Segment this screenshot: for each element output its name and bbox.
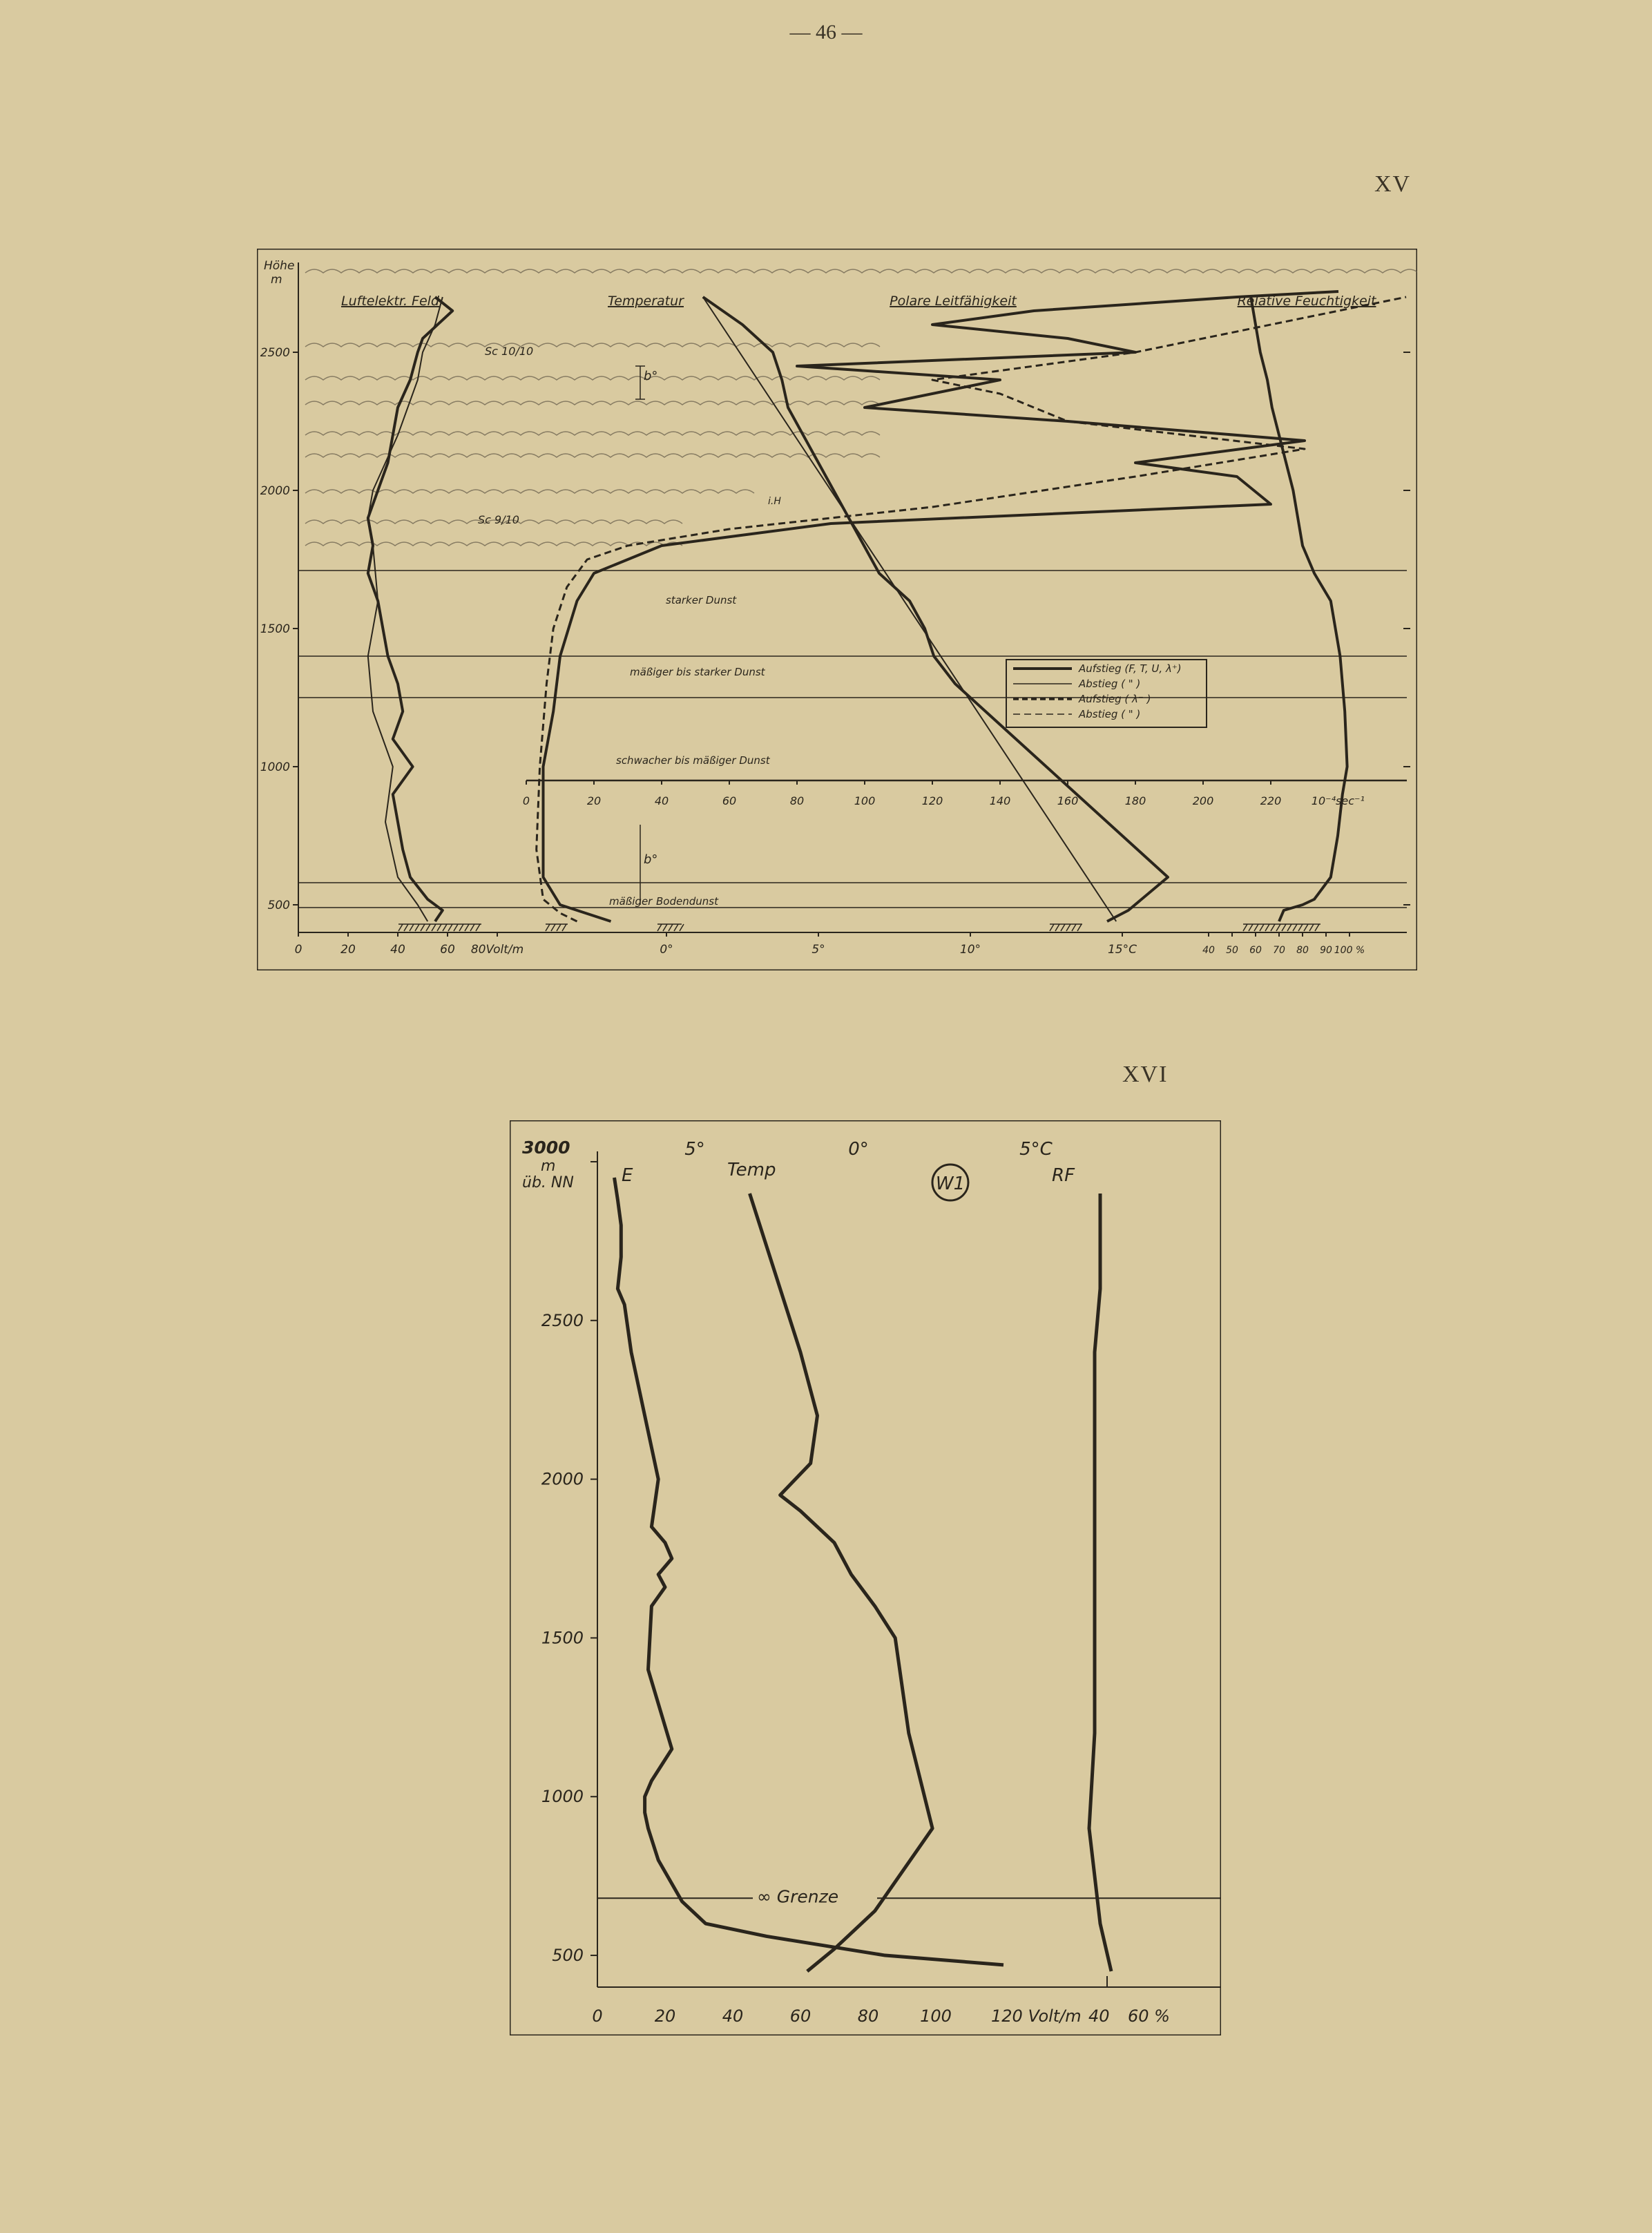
figure-xv-label: XV [1374,171,1412,197]
ground-hatch [669,924,673,931]
ground-hatch [546,924,550,931]
panel-title-polare-leitf-higkeit: Polare Leitfähigkeit [890,294,1017,309]
panel-title-temperatur: Temperatur [608,294,684,309]
ground-hatch [1055,924,1059,931]
y-tick-label: 1000 [260,760,290,774]
temp-tick-label: 0° [848,1139,869,1160]
legend [1006,660,1207,727]
temp-tick-label: 15°C [1107,943,1137,957]
series-humidity-5 [1251,297,1347,921]
chart-xv [257,249,1417,970]
series-field-0 [368,297,452,921]
ground-hatch [421,924,425,931]
series-temperature-2 [703,297,1168,921]
x-tick-label: 120 Volt/m [991,2006,1082,2026]
y-title-unit: m [541,1158,556,1175]
x-tick-label: 20 [654,2006,676,2026]
ground-hatch [657,924,662,931]
ground-hatch [562,924,566,931]
ground-hatch [674,924,678,931]
ground-hatch [454,924,458,931]
hum-tick-label: 100 % [1334,945,1365,956]
cond-tick-label: 0 [522,794,530,807]
ground-hatch [1050,924,1054,931]
x-tick-label: 0 [592,2006,603,2026]
y-title-height: 3000 [522,1138,570,1158]
annotation-bodendunst: Bodendunst [656,895,718,908]
ground-hatch [1309,924,1314,931]
ground-hatch [557,924,561,931]
temp-tick-label: 5° [684,1139,705,1160]
hum-tick-label: 90 [1320,945,1332,956]
series-conductivity-4 [537,297,1406,921]
ground-hatch [426,924,430,931]
series-label-temp: Temp [727,1160,776,1180]
ground-hatch [1066,924,1070,931]
y-tick-label: 1000 [541,1787,584,1807]
x-tick-label: 60 [440,943,455,957]
legend-label: Aufstieg (F, T, U, λ⁺) [1079,662,1182,675]
x-tick-label: 80Volt/m [470,943,524,957]
cond-tick-label: 220 [1260,794,1282,807]
ground-hatch [1271,924,1275,931]
x-tick-label: 40 [722,2006,744,2026]
cond-tick-label: 140 [989,794,1011,807]
cloud-outline [305,343,880,347]
ground-hatch [398,924,403,931]
ground-hatch [1254,924,1258,931]
series-rf [1089,1194,1111,1971]
y-tick-label: 2000 [541,1469,584,1489]
ground-hatch [459,924,463,931]
ground-hatch [1315,924,1319,931]
cond-tick-label: 200 [1192,794,1214,807]
annotation-m-iger: mäßiger [609,895,653,908]
x-tick-label: 0 [294,943,302,957]
chart-xvi [510,1120,1221,2035]
annotation-starker-dunst: starker Dunst [666,594,737,606]
temp-tick-label: 5°C [1019,1139,1053,1160]
cond-unit: 10⁻⁴sec⁻¹ [1311,794,1365,807]
annotation-b: b° [644,852,658,867]
ground-hatch [448,924,452,931]
cond-tick-label: 180 [1124,794,1146,807]
ground-hatch [404,924,408,931]
cloud-outline [305,542,682,546]
ground-hatch [443,924,447,931]
panel-title-relative-feuchtigkeit: Relative Feuchtigkeit [1237,294,1376,309]
cond-tick-label: 20 [586,794,602,807]
ground-hatch [1287,924,1291,931]
ground-hatch [415,924,419,931]
series-e [615,1178,1004,1965]
hum-tick-label: 70 [1273,945,1285,956]
ground-hatch [432,924,436,931]
annotation-m-iger-bis-starker-dunst: mäßiger bis starker Dunst [630,666,765,678]
cond-tick-label: 80 [789,794,805,807]
ground-hatch [410,924,414,931]
legend-label: Abstieg ( " ) [1079,678,1141,690]
figure-xvi-label: XVI [1122,1062,1169,1087]
cond-tick-label: 100 [854,794,876,807]
ground-hatch [470,924,474,931]
rf-tick-label: 60 % [1128,2006,1170,2026]
y-title-datum: üb. NN [522,1174,574,1191]
rf-tick-label: 40 [1088,2006,1110,2026]
y-tick-label: 1500 [541,1628,584,1648]
cond-tick-label: 60 [722,794,737,807]
x-tick-label: 40 [390,943,405,957]
cond-tick-label: 120 [921,794,943,807]
ground-hatch [1260,924,1264,931]
ground-hatch [1304,924,1308,931]
ground-hatch [465,924,469,931]
w1-label: W1 [935,1173,966,1194]
y-tick-label: 1500 [260,622,290,636]
series-label-rf: RF [1052,1165,1075,1186]
y-tick-label: 2500 [260,346,290,360]
y-axis-label: Höhe [264,259,295,273]
legend-label: Aufstieg ( λ⁻ ) [1079,693,1151,705]
annotation-schwacher-bis-m-iger-dunst: schwacher bis mäßiger Dunst [616,754,770,767]
series-temperature-descent [703,297,1116,921]
temp-tick-label: 5° [811,943,825,957]
ground-hatch [437,924,441,931]
annotation-b: b° [644,369,658,383]
ground-hatch [663,924,667,931]
hum-tick-label: 40 [1202,945,1215,956]
ground-hatch [1077,924,1082,931]
series-conductivity-3 [544,291,1339,921]
page-number: — 46 — [789,21,863,44]
y-tick-label: 2000 [260,484,290,498]
grenze-label: ∞ Grenze [757,1886,839,1907]
temp-tick-label: 10° [959,943,981,957]
cond-tick-label: 160 [1057,794,1079,807]
y-tick-label: 2500 [541,1310,584,1330]
hum-tick-label: 50 [1226,945,1238,956]
ground-hatch [1061,924,1065,931]
cloud-outline [305,376,880,380]
ground-hatch [1276,924,1280,931]
series-temp [750,1194,933,1971]
annotation-sc-9-10: Sc 9/10 [478,513,519,526]
temp-tick-label: 0° [660,943,673,957]
x-tick-label: 60 [789,2006,811,2026]
cloud-outline [305,269,1417,273]
ground-hatch [1072,924,1076,931]
cloud-outline [305,454,880,457]
ground-hatch [551,924,555,931]
annotation-i-h: i.H [768,496,781,507]
y-tick-label: 500 [267,899,290,912]
y-axis-unit: m [271,273,282,287]
panel-title-luftelektr-feld: Luftelektr. Feld [341,294,439,309]
ground-hatch [1298,924,1303,931]
y-tick-label: 500 [552,1946,584,1966]
ground-hatch [1293,924,1297,931]
ground-hatch [1243,924,1247,931]
ground-hatch [476,924,480,931]
hum-tick-label: 60 [1249,945,1262,956]
annotation-sc-10-10: Sc 10/10 [485,345,534,358]
ground-hatch [680,924,684,931]
x-tick-label: 100 [920,2006,952,2026]
hum-tick-label: 80 [1296,945,1309,956]
x-tick-label: 20 [340,943,356,957]
cloud-outline [305,401,880,405]
series-label-e: E [622,1165,633,1186]
ground-hatch [1282,924,1286,931]
ground-hatch [1249,924,1253,931]
ground-hatch [1265,924,1269,931]
x-tick-label: 80 [857,2006,879,2026]
legend-label: Abstieg ( " ) [1079,708,1141,720]
cond-tick-label: 40 [654,794,669,807]
